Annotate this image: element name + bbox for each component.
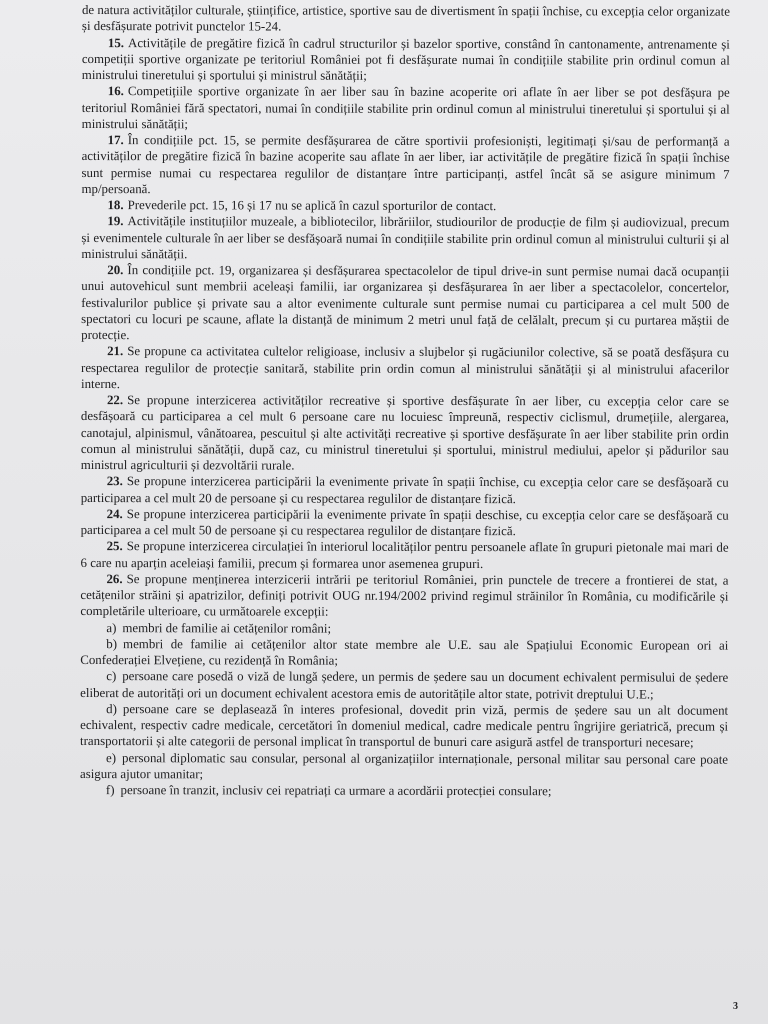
paragraph-16 [82, 83, 730, 133]
subitem-text: persoane care se deplasează în interes profesional, dovedit prin viză, permis de ședere sau un alt document echivalent, respectiv cadre medicale, cercetători în domeniul medical, cadre medicale pentru îngrijire geriatrică, precum și transportatorii și alte categorii de personal implicat în transportul de bunuri care asigură astfel de transporturi necesare; [80, 701, 729, 750]
paragraph-text: Se propune interzicerea participării la evenimente private în spații închise, cu excepția celor care se desfășoară cu participarea a cel mult 20 de persoane și cu respectarea regulilor de distanțare fizică. [80, 474, 729, 506]
subitem-f [80, 782, 728, 800]
document-body [80, 2, 730, 800]
subitem-text: persoane în tranzit, inclusiv cei repatriați ca urmare a acordării protecției consulare; [120, 783, 552, 799]
page-number: 3 [733, 1001, 738, 1012]
paragraph-number: 26. [106, 571, 123, 586]
subitem-letter: d) [106, 701, 117, 716]
paragraph-text: Activitățile instituțiilor muzeale, a bibliotecilor, librăriilor, studiourilor de producție de film și audiovizual, precum și evenimentele culturale în aer liber se desfășoară numai în condițiile stabilite prin ordinul comun al ministrului culturii și al ministrului sănătății. [81, 214, 730, 262]
subitem-letter: a) [106, 620, 117, 635]
paragraph-number: 24. [106, 506, 123, 521]
subitem-d [80, 701, 728, 751]
subitem-text: membri de familie ai cetățenilor altor state membre ale U.E. sau ale Spațiului Economic European ori ai Confederației Elvețiene, cu rezidență în România; [80, 636, 729, 668]
paragraph-21 [81, 343, 729, 393]
subitem-b [80, 636, 728, 670]
paragraph-number: 15. [107, 35, 125, 50]
paragraph-number: 17. [107, 133, 124, 148]
paragraph-26 [80, 571, 728, 621]
paragraph-text: Se propune menținerea interzicerii intrării pe teritoriul României, prin punctele de trecere a frontierei de stat, a cetățenilor străini și apatrizilor, definiți potrivit OUG nr.194/2002 privind regimul străinilor în România, cu modificările și completările ulterioare, cu următoarele excepții: [80, 571, 729, 619]
paragraph-17 [81, 132, 729, 199]
paragraph-text: Se propune ca activitatea cultelor religioase, inclusiv a slujbelor și rugăciunilor colective, să se poată desfășura cu respectarea regulilor de protecție sanitară, stabilite prin ordin comun al ministrului sănătății și al ministrului afacerilor interne. [80, 344, 730, 391]
paragraph-text: Prevederile pct. 15, 16 și 17 nu se aplică în cazul sporturilor de contact. [127, 198, 497, 214]
paragraph-number: 21. [107, 344, 124, 359]
paragraph-number: 23. [106, 474, 123, 489]
subitem-a [80, 619, 728, 637]
paragraph-text: Se propune interzicerea circulației în interiorul localităților pentru persoanele aflate în grupuri pietonale mai mari de 6 care nu aparțin aceleiași familii, precum și formarea unor asemenea grupuri. [80, 539, 729, 571]
paragraph-number: 20. [107, 263, 124, 278]
paragraph-text: În condițiile pct. 15, se permite desfășurarea de către sportivii profesioniști, legitimați și/sau de performanță a activităților de pregătire fizică în bazine acoperite sau aflate în aer liber, iar activitățile de pregătire fizică în spații închise sunt permise numai cu respectarea regulilor de distanțare între participanți, astfel încât să se asigure minimum 7 mp/persoană. [81, 133, 730, 196]
paragraph-24 [81, 506, 729, 540]
paragraph-19 [81, 213, 729, 263]
intro-paragraph: de natura activităților culturale, științifice, artistice, sportive sau de divertisment în spații închise, cu excepția celor organizate și desfășurate potrivit punctelor 15-24. [81, 2, 730, 34]
paragraph-15 [82, 34, 730, 84]
paragraph-text: Se propune interzicerea activităților recreative și sportive desfășurate în aer liber, cu excepția celor care se desfășoară cu participarea a cel mult 6 persoane care nu locuiesc împreună, respectiv ciclismul, drumețiile, alergarea, canotajul, alpinismul, vânătoarea, pescuitul și alte activități recreative și sportive desfășurate în aer liber stabilite prin ordin comun al ministrului sănătății, după caz, cu ministrul tineretului și sportului, ministrul mediului, apelor și pădurilor sau ministrul agriculturii și dezvoltării rurale. [80, 393, 729, 473]
paragraph-23 [81, 473, 729, 507]
subitem-text: membri de familie ai cetățenilor români; [122, 620, 332, 636]
subitem-letter: b) [106, 636, 118, 651]
paragraph-number: 25. [106, 539, 123, 554]
paragraph-20 [81, 262, 729, 345]
paragraph-text: Se propune interzicerea participării la evenimente private în spații deschise, cu excepția celor care se desfășoară cu participarea a cel mult 50 de persoane și cu respectarea regulilor de distanțare fizică. [80, 506, 729, 539]
subitem-c [80, 668, 728, 702]
paragraph-text: Activitățile de pregătire fizică în cadrul structurilor și bazelor sportive, constând în cantonamente, antrenamente și competiții sportive organizate pe teritoriul României pot fi desfășurate numai în condițiile stabilite prin ordinul comun al ministrului tineretului și sportului și ministrul sănătății; [81, 35, 730, 83]
subitem-text: personal diplomatic sau consular, personal al organizațiilor internaționale, personal militar sau personal care poate asigura ajutor umanitar; [79, 750, 729, 782]
paragraph-number: 18. [107, 198, 124, 213]
subitem-letter: e) [106, 750, 117, 765]
paragraph-22 [81, 392, 729, 475]
subitem-letter: c) [106, 669, 117, 684]
subitem-letter: f) [105, 783, 115, 798]
paragraph-18 [81, 197, 729, 215]
paragraph-number: 22. [106, 393, 124, 408]
paragraph-number: 19. [107, 214, 124, 229]
paragraph-text: În condițiile pct. 19, organizarea și desfășurarea spectacolelor de tipul drive-in sunt permise numai dacă ocupanții unui autovehicul sunt membrii aceleași familii, iar organizarea și desfășurarea în aer liber a spectacolelor, concertelor, festivalurilor publice și private sau a altor evenimente culturale sunt permise numai cu participarea a cel mult 500 de spectatori cu locuri pe scaune, aflate la distanță de minimum 2 metri unul față de celălalt, precum și cu purtarea măștii de protecție. [81, 263, 730, 343]
subitem-e [80, 749, 728, 783]
paragraph-text: Competițiile sportive organizate în aer liber sau în bazine acoperite ori aflate în aer liber se pot desfășura pe teritoriul României fără spectatori, numai în condițiile stabilite prin ordinul comun al ministrului tineretului și sportului și al ministrului sănătății; [81, 84, 730, 132]
paragraph-25 [81, 538, 729, 572]
paragraph-number: 16. [107, 84, 124, 99]
subitem-text: persoane care posedă o viză de lungă ședere, un permis de ședere sau un document echivalent permisului de ședere eliberat de autorități ori un document echivalent acestora emis de autoritățile altor state, potrivit dreptului U.E.; [80, 669, 729, 701]
